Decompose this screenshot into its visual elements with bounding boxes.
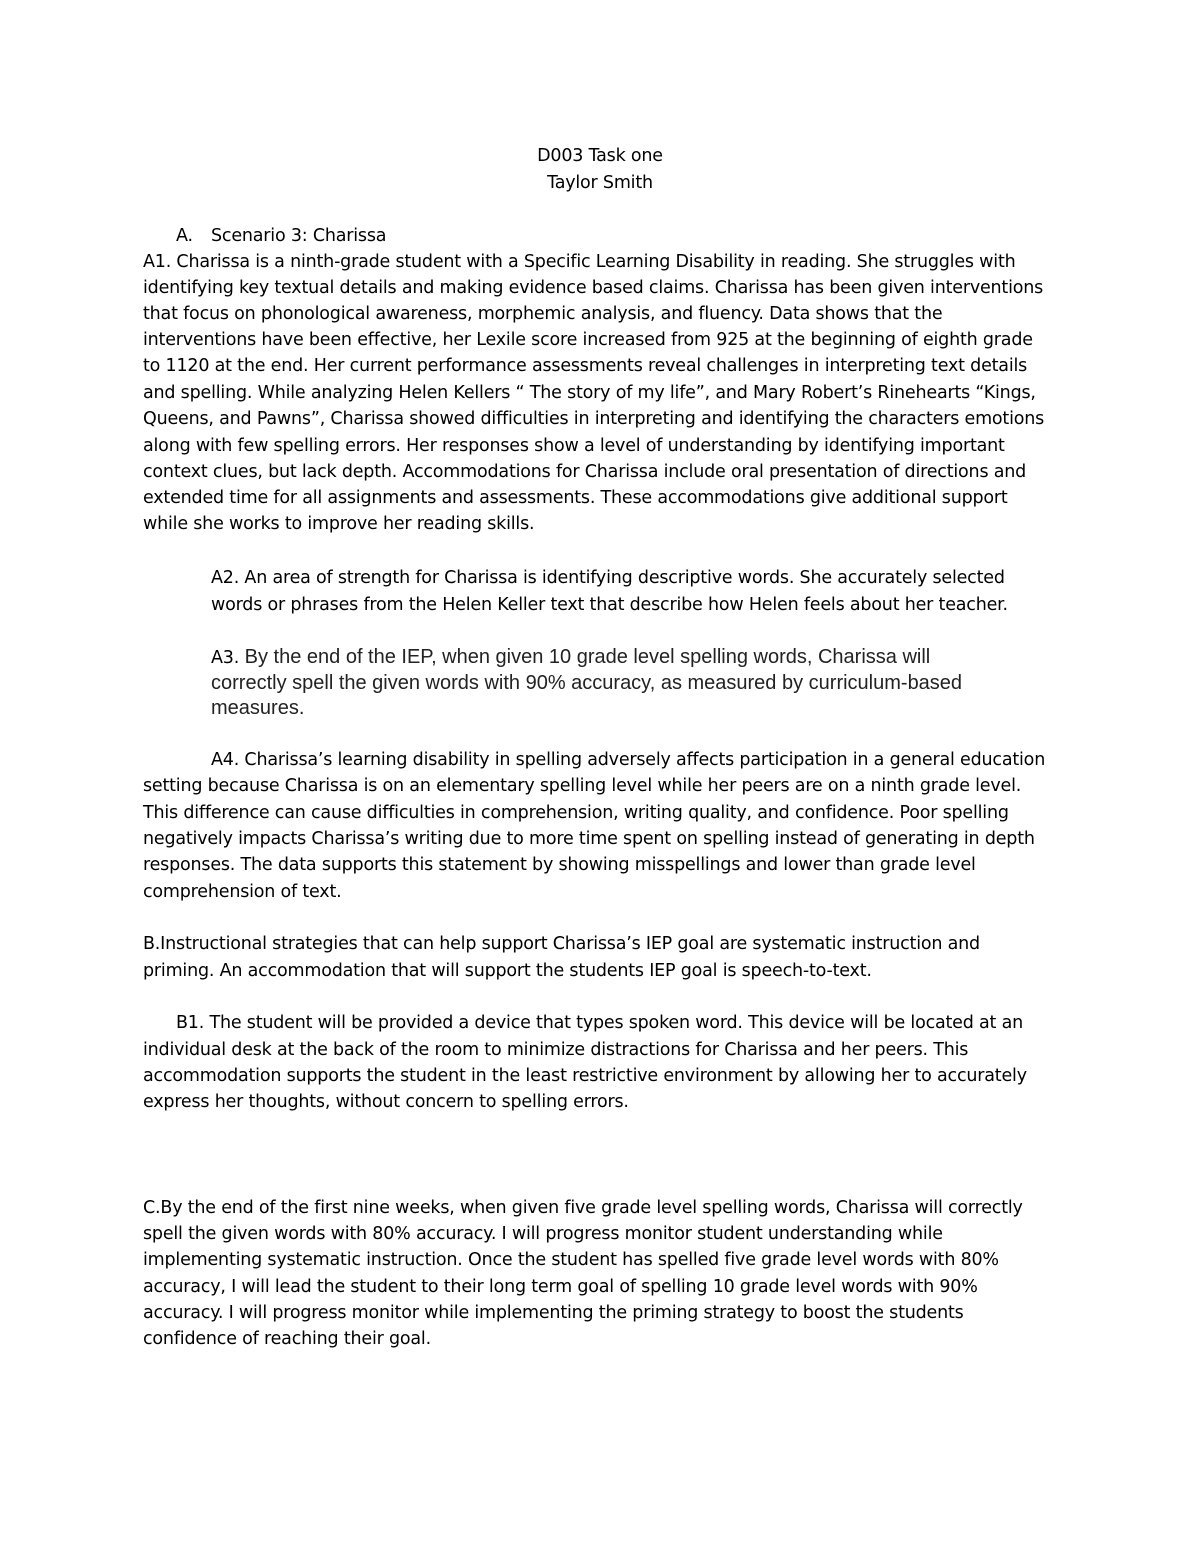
paragraph-line: interventions have been effective, her Lexile score increased from 925 at the beginning of eighth grade xyxy=(143,330,1033,350)
author-name: Taylor Smith xyxy=(547,173,653,193)
paragraph-line: accuracy. I will progress monitor while implementing the priming strategy to boost the students xyxy=(143,1303,964,1323)
scenario-heading: Scenario 3: Charissa xyxy=(211,226,387,246)
paragraph-line: to 1120 at the end. Her current performance assessments reveal challenges in interpreting text details xyxy=(143,356,1028,376)
paragraph-line: Queens, and Pawns”, Charissa showed difficulties in interpreting and identifying the characters emotions xyxy=(143,409,1045,429)
paragraph-line: implementing systematic instruction. Once the student has spelled five grade level words with 80% xyxy=(143,1250,999,1270)
paragraph-line: B.Instructional strategies that can help support Charissa’s IEP goal are systematic instruction and xyxy=(143,934,980,954)
paragraph-line: while she works to improve her reading skills. xyxy=(143,514,535,534)
paragraph-line: A4. Charissa’s learning disability in spelling adversely affects participation in a general education xyxy=(211,750,1046,770)
paragraph-line: This difference can cause difficulties in comprehension, writing quality, and confidence. Poor spelling xyxy=(143,803,1009,823)
paragraph-line: confidence of reaching their goal. xyxy=(143,1329,431,1349)
paragraph-line: accommodation supports the student in the least restrictive environment by allowing her to accurately xyxy=(143,1066,1027,1086)
paragraph-line: that focus on phonological awareness, morphemic analysis, and fluency. Data shows that the xyxy=(143,304,943,324)
paragraph-line: individual desk at the back of the room to minimize distractions for Charissa and her peers. This xyxy=(143,1040,969,1060)
paragraph-line: correctly spell the given words with 90% accuracy, as measured by curriculum-based xyxy=(211,672,963,694)
paragraph-line: express her thoughts, without concern to spelling errors. xyxy=(143,1092,629,1112)
paragraph-line: C.By the end of the first nine weeks, when given five grade level spelling words, Charissa will correctly xyxy=(143,1198,1023,1218)
paragraph-line: context clues, but lack depth. Accommodations for Charissa include oral presentation of directions and xyxy=(143,462,1027,482)
paragraph-line: setting because Charissa is on an elementary spelling level while her peers are on a ninth grade level. xyxy=(143,776,1022,796)
paragraph-line xyxy=(211,644,930,671)
paragraph-line: measures. xyxy=(211,697,305,719)
paragraph-line: and spelling. While analyzing Helen Kellers “ The story of my life”, and Mary Robert’s Rinehearts “Kings, xyxy=(143,383,1036,403)
paragraph-line: along with few spelling errors. Her responses show a level of understanding by identifying important xyxy=(143,436,1005,456)
a3-text: By the end of the IEP, when given 10 grade level spelling words, Charissa will xyxy=(239,646,931,668)
paragraph-line: words or phrases from the Helen Keller text that describe how Helen feels about her teacher. xyxy=(211,595,1008,615)
paragraph-line: priming. An accommodation that will support the students IEP goal is speech-to-text. xyxy=(143,961,872,981)
paragraph-line: identifying key textual details and making evidence based claims. Charissa has been given interventions xyxy=(143,278,1044,298)
list-marker-a: A. xyxy=(176,226,193,246)
paragraph-line: B1. The student will be provided a device that types spoken word. This device will be located at an xyxy=(176,1013,1023,1033)
paragraph-line: A1. Charissa is a ninth-grade student with a Specific Learning Disability in reading. She struggles with xyxy=(143,252,1016,272)
paragraph-line: A2. An area of strength for Charissa is identifying descriptive words. She accurately selected xyxy=(211,568,1005,588)
paragraph-line: accuracy, I will lead the student to their long term goal of spelling 10 grade level words with 90% xyxy=(143,1277,978,1297)
paragraph-line: spell the given words with 80% accuracy. I will progress monitor student understanding while xyxy=(143,1224,943,1244)
paragraph-line: comprehension of text. xyxy=(143,882,342,902)
paragraph-line: extended time for all assignments and assessments. These accommodations give additional support xyxy=(143,488,1008,508)
a3-label: A3. xyxy=(211,648,240,668)
document-title: D003 Task one xyxy=(537,146,663,166)
paragraph-line: responses. The data supports this statement by showing misspellings and lower than grade level xyxy=(143,855,976,875)
paragraph-line: negatively impacts Charissa’s writing due to more time spent on spelling instead of generating in depth xyxy=(143,829,1035,849)
